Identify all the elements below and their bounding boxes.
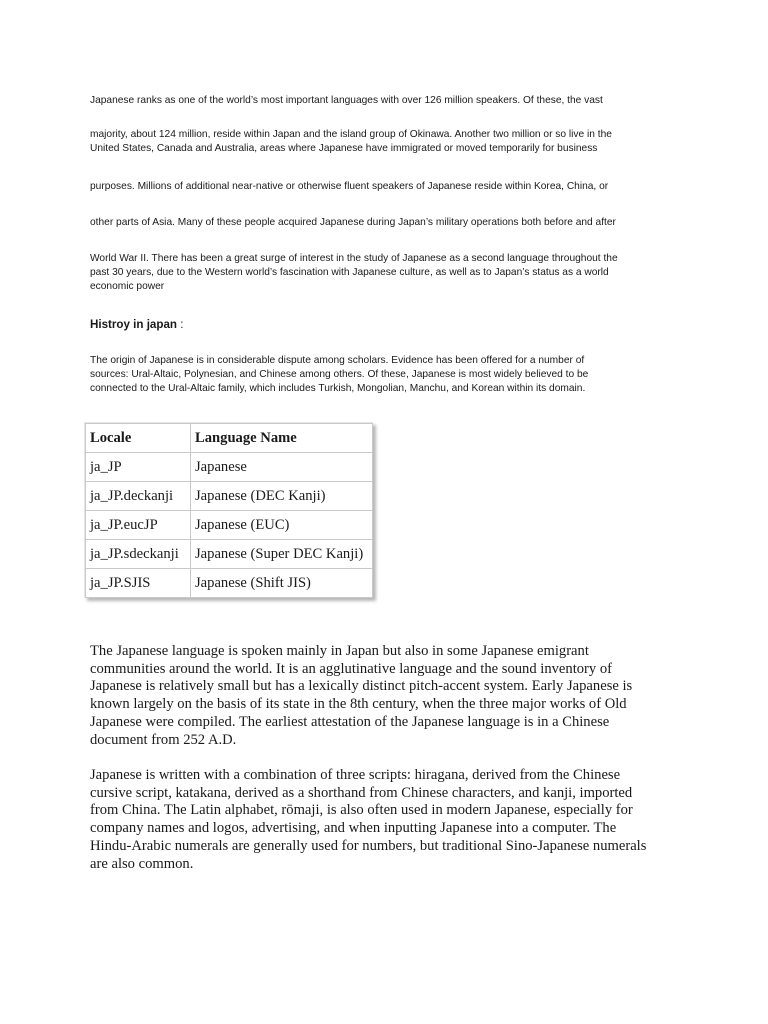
intro-paragraph-1: Japanese ranks as one of the world’s most important languages with over 126 million speakers. Of these, the vast [90, 95, 603, 106]
body-paragraph-2-line: Hindu-Arabic numerals are generally used for numbers, but traditional Sino-Japanese numerals [90, 837, 647, 854]
locale-cell: ja_JP.eucJP [86, 511, 191, 540]
body-paragraph-1 [90, 643, 632, 749]
history-paragraph-line-1: The origin of Japanese is in considerable dispute among scholars. Evidence has been offered for a number of [90, 355, 585, 366]
locale-cell: ja_JP.deckanji [86, 482, 191, 511]
history-heading [90, 318, 183, 331]
intro-paragraph-5 [90, 252, 690, 294]
locale-cell: ja_JP.sdeckanji [86, 540, 191, 569]
intro-paragraph-2-line-2: United States, Canada and Australia, areas where Japanese have immigrated or moved temporarily for business [90, 143, 598, 154]
table-row [86, 482, 373, 511]
intro-paragraph-5-line-3: economic power [90, 281, 165, 292]
table-row [86, 511, 373, 540]
language-name-cell: Japanese (DEC Kanji) [191, 482, 373, 511]
language-name-cell: Japanese [191, 453, 373, 482]
body-paragraph-1-line: document from 252 A.D. [90, 731, 237, 748]
locale-cell: ja_JP [86, 453, 191, 482]
history-paragraph-line-2: sources: Ural-Altaic, Polynesian, and Chinese among others. Of these, Japanese is most widely believed to be [90, 369, 589, 380]
body-paragraph-2-line: cursive script, katakana, derived as a shorthand from Chinese characters, and kanji, imported [90, 784, 633, 801]
language-name-cell: Japanese (EUC) [191, 511, 373, 540]
history-heading-text: Histroy in japan [90, 318, 177, 331]
table-row [86, 569, 373, 598]
body-paragraph-1-line: communities around the world. It is an agglutinative language and the sound inventory of [90, 660, 613, 677]
intro-paragraph-5-line-1: World War II. There has been a great surge of interest in the study of Japanese as a second language throughout the [90, 253, 618, 264]
table-row [86, 540, 373, 569]
language-name-cell: Japanese (Shift JIS) [191, 569, 373, 598]
body-paragraph-1-line: Japanese is relatively small but has a lexically distinct pitch-accent system. Early Japanese is [90, 678, 633, 695]
table-header-row [86, 424, 373, 453]
locale-table [85, 423, 373, 598]
history-paragraph-line-3: connected to the Ural-Altaic family, which includes Turkish, Mongolian, Manchu, and Korean within its domain. [90, 383, 586, 394]
column-header-locale: Locale [86, 424, 191, 453]
table-row [86, 453, 373, 482]
intro-paragraph-3: purposes. Millions of additional near-native or otherwise fluent speakers of Japanese reside within Korea, China, or [90, 181, 609, 192]
intro-paragraph-2-line-1: majority, about 124 million, reside within Japan and the island group of Okinawa. Another two million or so live in the [90, 129, 612, 140]
body-paragraph-2-line: Japanese is written with a combination of three scripts: hiragana, derived from the Chinese [90, 767, 621, 783]
history-heading-colon: : [176, 318, 184, 331]
intro-paragraph-4: other parts of Asia. Many of these people acquired Japanese during Japan’s military operations both before and after [90, 217, 616, 228]
column-header-language-name: Language Name [191, 424, 373, 453]
body-paragraph-1-line: The Japanese language is spoken mainly in Japan but also in some Japanese emigrant [90, 643, 589, 659]
body-paragraph-2 [90, 767, 646, 873]
body-paragraph-1-line: known largely on the basis of its state in the 8th century, when the three major works of Old [90, 696, 627, 713]
body-paragraph-2-line: from China. The Latin alphabet, rōmaji, is also often used in modern Japanese, especially for [90, 802, 633, 819]
locale-cell: ja_JP.SJIS [86, 569, 191, 598]
body-paragraph-2-line: company names and logos, advertising, and when inputting Japanese into a computer. The [90, 820, 617, 837]
history-paragraph [90, 354, 690, 396]
intro-paragraph-5-line-2: past 30 years, due to the Western world’s fascination with Japanese culture, as well as to Japan’s status as a world [90, 267, 609, 278]
language-name-cell: Japanese (Super DEC Kanji) [191, 540, 373, 569]
body-paragraph-1-line: Japanese were compiled. The earliest attestation of the Japanese language is in a Chinese [90, 713, 610, 730]
body-paragraph-2-line: are also common. [90, 855, 194, 872]
locale-table-container [84, 422, 373, 598]
intro-paragraph-2 [90, 128, 690, 156]
